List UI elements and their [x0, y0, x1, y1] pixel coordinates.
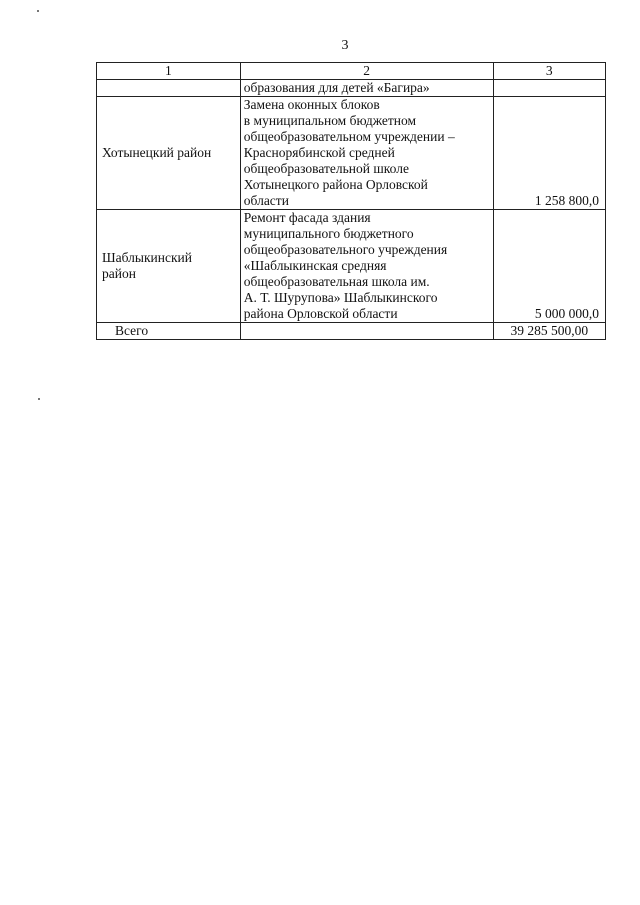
budget-table — [96, 62, 606, 340]
total-amount: 39 285 500,00 — [493, 323, 605, 340]
description-line: «Шаблыкинская средняя — [243, 258, 387, 273]
description-line: в муниципальном бюджетном — [243, 113, 417, 128]
description-line: района Орловской области — [243, 306, 398, 321]
table-total-row — [97, 323, 606, 340]
total-label: Всего — [97, 323, 241, 340]
description-line: муниципального бюджетного — [243, 226, 414, 241]
description-cell — [240, 323, 493, 340]
description-line: Хотынецкого района Орловской — [243, 177, 428, 192]
column-header-1: 1 — [97, 63, 241, 80]
description-line: общеобразовательная школа им. — [243, 274, 430, 289]
description-line: области — [243, 193, 289, 208]
description-cell: образования для детей «Багира» — [240, 80, 493, 97]
table-row — [97, 210, 606, 323]
scan-speck — [37, 10, 39, 12]
district-cell — [97, 80, 241, 97]
amount-cell: 1 258 800,0 — [493, 97, 605, 210]
district-cell: Хотынецкий район — [97, 97, 241, 210]
column-header-3: 3 — [493, 63, 605, 80]
table-row — [97, 97, 606, 210]
column-header-2: 2 — [240, 63, 493, 80]
description-line: А. Т. Шурупова» Шаблыкинского — [243, 290, 438, 305]
description-line: общеобразовательного учреждения — [243, 242, 448, 257]
description-line: Ремонт фасада здания — [243, 210, 371, 225]
district-cell: Шаблыкинский район — [97, 210, 241, 323]
table-row-continuation — [97, 80, 606, 97]
description-cell — [240, 97, 493, 210]
description-cell — [240, 210, 493, 323]
amount-cell — [493, 80, 605, 97]
description-line: Замена оконных блоков — [243, 97, 380, 112]
page-number: 3 — [341, 38, 349, 53]
description-line: общеобразовательной школе — [243, 161, 409, 176]
description-line: Краснорябинской средней — [243, 145, 395, 160]
scan-speck — [38, 398, 40, 400]
table-header-row — [97, 63, 606, 80]
amount-cell: 5 000 000,0 — [493, 210, 605, 323]
description-line: общеобразовательном учреждении – — [243, 129, 455, 144]
